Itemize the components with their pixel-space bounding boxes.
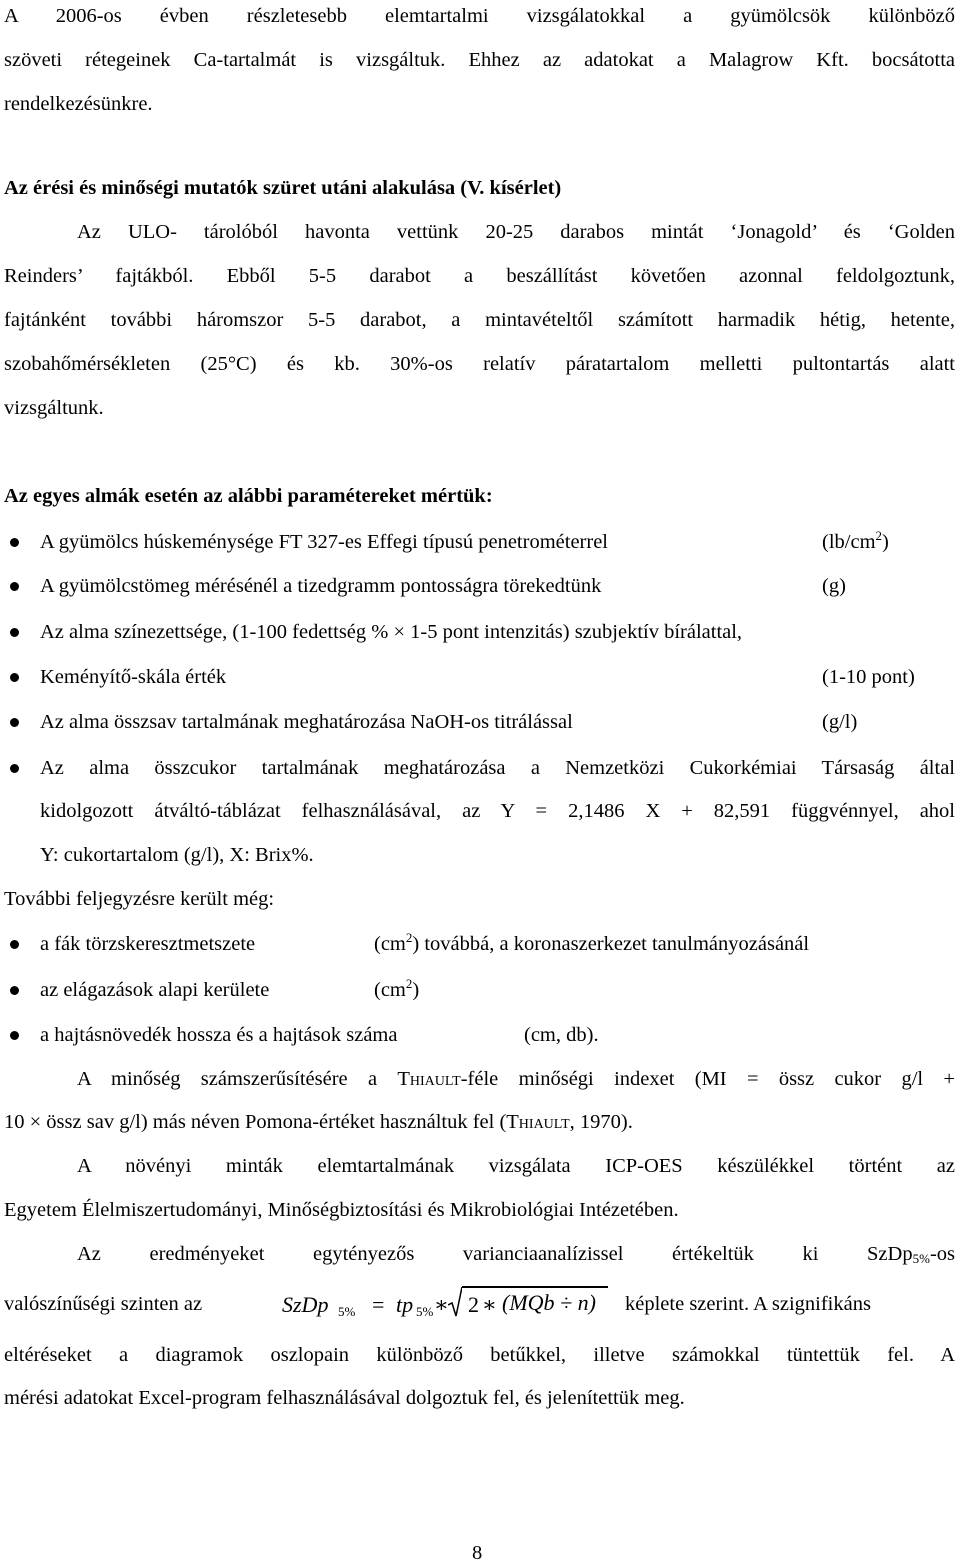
formula-lhs: SzDp xyxy=(282,1292,329,1317)
section-heading: Az érési és minőségi mutatók szüret utáni alakulása (V. kísérlet) xyxy=(4,177,562,199)
bullet-icon xyxy=(10,986,19,995)
further-2-text: az elágazások alapi kerülete xyxy=(40,979,270,1001)
params-heading: Az egyes almák esetén az alábbi paramétereket mértük: xyxy=(4,485,493,507)
formula-mul2: ∗ xyxy=(482,1292,497,1317)
sqrt-icon xyxy=(448,1287,462,1317)
intro-line-1: A 2006-os évben részletesebb elemtartalmi vizsgálatokkal a gyümölcsök különböző xyxy=(4,5,955,27)
bullet-icon xyxy=(10,764,19,773)
param-1-text: A gyümölcs húskeménysége FT 327-es Effegi típusú penetrométerrel xyxy=(40,531,608,553)
param-4-text: Keményítő-skála érték xyxy=(40,666,227,688)
further-3-unit: (cm, db). xyxy=(524,1024,599,1046)
param-6-line-1: Az alma összcukor tartalmának meghatározása a Nemzetközi Cukorkémiai Társaság által xyxy=(40,757,955,779)
para1-line-2: Reinders’ fajtákból. Ebből 5-5 darabot a beszállítást követően azonnal feldolgoztunk, xyxy=(4,265,955,287)
param-2-unit: (g) xyxy=(822,575,846,597)
further-heading: További feljegyzésre került még: xyxy=(4,888,275,910)
intro-line-3: rendelkezésünkre. xyxy=(4,93,153,115)
page-number: 8 xyxy=(472,1542,483,1564)
icp-line-2: Egyetem Élelmiszertudományi, Minőségbiztosítási és Mikrobiológiai Intézetében. xyxy=(4,1199,679,1221)
bullet-icon xyxy=(10,582,19,591)
formula-mul: ∗ xyxy=(434,1292,449,1317)
bullet-icon xyxy=(10,718,19,727)
formula-inner: (MQb ÷ n) xyxy=(502,1290,596,1315)
param-5-text: Az alma összsav tartalmának meghatározása NaOH-os titrálással xyxy=(40,711,573,733)
sqrt-bar xyxy=(462,1286,608,1288)
formula-tp: tp xyxy=(396,1292,414,1317)
bullet-icon xyxy=(10,1031,19,1040)
intro-line-2: szöveti rétegeinek Ca-tartalmát is vizsgáltuk. Ehhez az adatokat a Malagrow Kft. bocsátotta xyxy=(4,49,955,71)
stats-line-1: Az eredményeket egytényezős varianciaanalízissel értékeltük ki SzDp$_{5\%}$-os xyxy=(77,1243,955,1266)
bullet-icon xyxy=(10,940,19,949)
further-2-unit: $(cm^2)$ xyxy=(374,976,420,1001)
further-1-text: a fák törzskeresztmetszete xyxy=(40,933,256,955)
bullet-icon xyxy=(10,628,19,637)
para1-line-4: szobahőmérsékleten (25°C) és kb. 30%-os relatív páratartalom melletti pultontartás alatt xyxy=(4,353,955,375)
formula-tp-sub: 5% xyxy=(416,1304,434,1319)
further-1-unit: $(cm^2)$ továbbá, a koronaszerkezet tanulmányozásánál xyxy=(374,930,810,955)
formula-lhs-sub: 5% xyxy=(338,1304,356,1319)
formula-two: 2 xyxy=(468,1292,479,1317)
stats-line-3: eltéréseket a diagramok oszlopain különböző betűkkel, illetve számokkal tüntettük fel. A xyxy=(4,1344,955,1366)
quality-line-2: 10 × össz sav g/l) más néven Pomona-értéket használtuk fel (Thiault, 1970). xyxy=(4,1111,633,1133)
bullet-icon xyxy=(10,538,19,547)
para1-line-3: fajtánként további háromszor 5-5 darabot, a mintavételtől számított harmadik hétig, hetente, xyxy=(4,309,955,331)
formula-eq: = xyxy=(372,1292,385,1317)
param-5-unit: (g/l) xyxy=(822,711,858,733)
param-6-line-2: kidolgozott átváltó-táblázat felhasználásával, az Y = 2,1486 X + 82,591 függvénnyel, ahol xyxy=(40,800,955,822)
param-6-line-3: Y: cukortartalom (g/l), X: Brix%. xyxy=(40,844,314,866)
bullet-icon xyxy=(10,673,19,682)
stats-line-2b: képlete szerint. A szignifikáns xyxy=(625,1293,871,1315)
stats-line-2a: valószínűségi szinten az xyxy=(4,1293,203,1315)
stats-line-4: mérési adatokat Excel-program felhasználásával dolgoztuk fel, és jelenítettük meg. xyxy=(4,1387,685,1409)
param-1-unit: $(lb/cm^2)$ xyxy=(822,528,889,553)
para1-line-1: Az ULO- tárolóból havonta vettünk 20-25 darabos mintát ‘Jonagold’ és ‘Golden xyxy=(77,221,955,243)
quality-line-1: A minőség számszerűsítésére a Thiault-féle minőségi indexet (MI = össz cukor g/l + xyxy=(77,1068,955,1090)
param-2-text: A gyümölcstömeg mérésénél a tizedgramm pontosságra törekedtünk xyxy=(40,575,602,597)
icp-line-1: A növényi minták elemtartalmának vizsgálata ICP-OES készülékkel történt az xyxy=(77,1155,955,1177)
further-3-text: a hajtásnövedék hossza és a hajtások száma xyxy=(40,1024,398,1046)
param-3-text: Az alma színezettsége, (1-100 fedettség % × 1-5 pont intenzitás) szubjektív bírálattal, xyxy=(40,621,743,643)
param-4-unit: (1-10 pont) xyxy=(822,666,915,688)
para1-line-5: vizsgáltunk. xyxy=(4,397,104,419)
